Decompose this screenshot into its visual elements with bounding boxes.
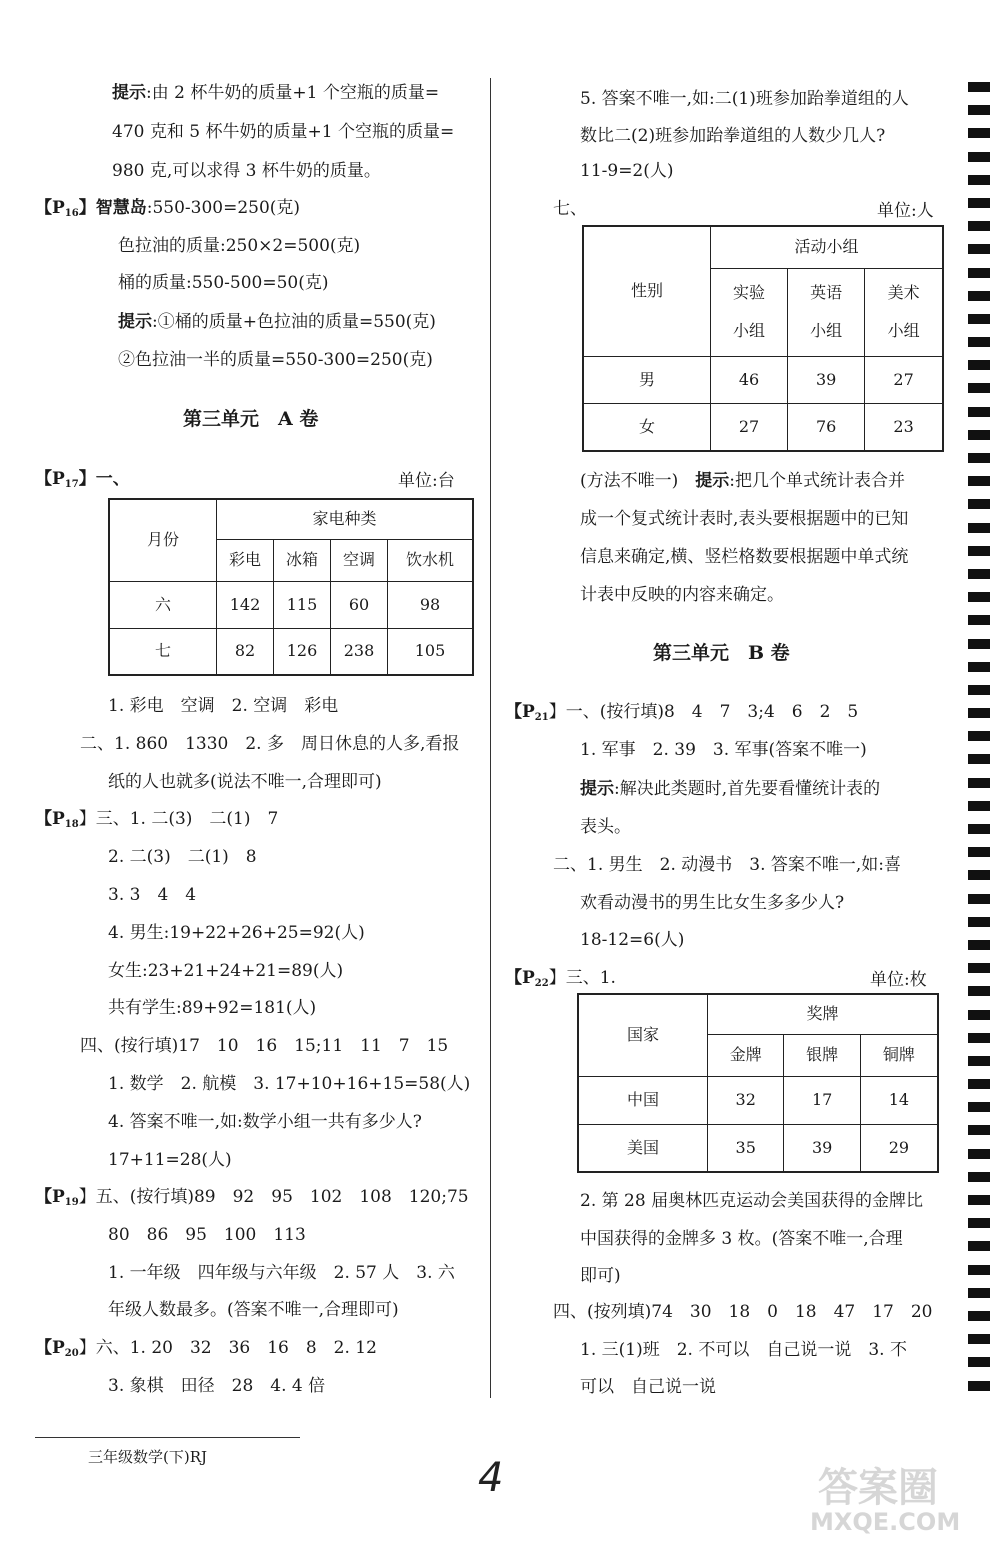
- edge-mark: [968, 128, 990, 138]
- edge-mark: [968, 639, 990, 649]
- method-note-4: 计表中反映的内容来确定。: [580, 585, 784, 605]
- header-col: 美术 小组: [865, 268, 943, 356]
- edge-mark: [968, 917, 990, 927]
- table-cell: 23: [865, 403, 943, 451]
- header-col: 空调: [331, 539, 388, 581]
- answer-d4: 年级人数最多。(答案不唯一,合理即可): [108, 1300, 399, 1320]
- edge-mark: [968, 1357, 990, 1367]
- header-activity-group: 活动小组: [711, 226, 944, 268]
- hint-line-2: 470 克和 5 杯牛奶的质量+1 个空瓶的质量=: [112, 122, 455, 142]
- edge-mark: [968, 1102, 990, 1112]
- edge-mark: [968, 268, 990, 278]
- answer-b5: 女生:23+21+24+21=89(人): [108, 961, 344, 981]
- edge-mark: [968, 221, 990, 231]
- table-row: [583, 403, 943, 451]
- answer-b4: 4. 男生:19+22+26+25=92(人): [108, 923, 365, 943]
- answer-d2: 80 86 95 100 113: [108, 1225, 306, 1245]
- answer-a2: 二、1. 860 1330 2. 多 周日休息的人多,看报: [80, 734, 460, 754]
- answer-b3: 3. 3 4 4: [108, 885, 197, 905]
- watermark-logo: 答案圈: [818, 1465, 938, 1511]
- p17-line: 【$P_{17}$】一、: [35, 469, 130, 490]
- edge-marks: [968, 82, 990, 1404]
- edge-mark: [968, 499, 990, 509]
- edge-mark: [968, 940, 990, 950]
- table-cell: 46: [711, 356, 788, 403]
- header-col: 英语 小组: [788, 268, 865, 356]
- answer-c4: 17+11=28(人): [108, 1150, 232, 1170]
- oil-mass: 色拉油的质量:250×2=500(克): [118, 236, 361, 256]
- question-seven: 七、: [553, 199, 587, 219]
- edge-mark: [968, 523, 990, 533]
- answer-i3: 可以 自己说一说: [580, 1377, 716, 1397]
- section-title-b: 第三单元 B 卷: [653, 642, 790, 664]
- medal-table: [577, 993, 939, 1173]
- edge-mark: [968, 105, 990, 115]
- edge-mark: [968, 198, 990, 208]
- table-cell: 27: [865, 356, 943, 403]
- p18-line: 【$P_{18}$】三、1. 二(3) 二(1) 7: [35, 809, 279, 830]
- appliance-table: [108, 498, 474, 676]
- page-number: 4: [478, 1455, 504, 1501]
- answer-r3: 11-9=2(人): [580, 161, 674, 181]
- answer-b6: 共有学生:89+92=181(人): [108, 998, 317, 1018]
- edge-mark: [968, 453, 990, 463]
- unit-tai: 单位:台: [398, 471, 455, 491]
- p20-line: 【$P_{20}$】六、1. 20 32 36 16 8 2. 12: [35, 1338, 377, 1359]
- header-country: 国家: [578, 994, 708, 1076]
- edge-mark: [968, 175, 990, 185]
- edge-mark: [968, 731, 990, 741]
- answer-c1: 四、(按行填)17 10 16 15;11 11 7 15: [80, 1036, 449, 1056]
- edge-mark: [968, 1265, 990, 1275]
- edge-mark: [968, 708, 990, 718]
- column-divider: [490, 78, 491, 1398]
- method-note-2: 成一个复式统计表时,表头要根据题中的已知: [580, 509, 909, 529]
- edge-mark: [968, 407, 990, 417]
- answer-c3: 4. 答案不唯一,如:数学小组一共有多少人?: [108, 1112, 422, 1132]
- table-cell: 39: [788, 356, 865, 403]
- hint-3: ②色拉油一半的质量=550-300=250(克): [118, 350, 433, 370]
- edge-mark: [968, 1195, 990, 1205]
- answer-f3: 表头。: [580, 817, 631, 837]
- table-cell: 126: [274, 628, 331, 675]
- edge-mark: [968, 1241, 990, 1251]
- answer-a3: 纸的人也就多(说法不唯一,合理即可): [108, 772, 382, 792]
- method-note-3: 信息来确定,横、竖栏格数要根据题中单式统: [580, 547, 909, 567]
- edge-mark: [968, 1381, 990, 1391]
- row-label: 美国: [578, 1124, 708, 1172]
- edge-mark: [968, 1079, 990, 1089]
- edge-mark: [968, 1125, 990, 1135]
- table-cell: 115: [274, 581, 331, 628]
- edge-mark: [968, 1172, 990, 1182]
- table-cell: 17: [784, 1076, 860, 1124]
- edge-mark: [968, 592, 990, 602]
- answer-i2: 1. 三(1)班 2. 不可以 自己说一说 3. 不: [580, 1340, 907, 1360]
- edge-mark: [968, 894, 990, 904]
- header-col: 金牌: [708, 1034, 784, 1076]
- header-appliance-kind: 家电种类: [217, 499, 474, 539]
- p22-line: 【$P_{22}$】三、1.: [505, 968, 616, 989]
- answer-e2: 3. 象棋 田径 28 4. 4 倍: [108, 1376, 326, 1396]
- edge-mark: [968, 615, 990, 625]
- table-row: [109, 628, 473, 675]
- table-cell: 82: [217, 628, 274, 675]
- table-row: [578, 1076, 938, 1124]
- header-col: 彩电: [217, 539, 274, 581]
- answer-h3: 即可): [580, 1266, 621, 1286]
- answer-d3: 1. 一年级 四年级与六年级 2. 57 人 3. 六: [108, 1263, 455, 1283]
- header-col: 铜牌: [860, 1034, 938, 1076]
- table-cell: 14: [860, 1076, 938, 1124]
- edge-mark: [968, 1010, 990, 1020]
- edge-mark: [968, 685, 990, 695]
- edge-mark: [968, 1033, 990, 1043]
- row-label: 中国: [578, 1076, 708, 1124]
- edge-mark: [968, 244, 990, 254]
- edge-mark: [968, 1056, 990, 1066]
- answer-g3: 18-12=6(人): [580, 930, 685, 950]
- header-col: 实验 小组: [711, 268, 788, 356]
- row-label: 女: [583, 403, 711, 451]
- hint-2: 提示:①桶的质量+色拉油的质量=550(克): [118, 312, 436, 332]
- row-label: 男: [583, 356, 711, 403]
- answer-i1: 四、(按列填)74 30 18 0 18 47 17 20: [553, 1302, 933, 1322]
- method-note-1: (方法不唯一) 提示:把几个单式统计表合并: [580, 471, 905, 491]
- answer-c2: 1. 数学 2. 航模 3. 17+10+16+15=58(人): [108, 1074, 471, 1094]
- edge-mark: [968, 778, 990, 788]
- table-cell: 39: [784, 1124, 860, 1172]
- bucket-mass: 桶的质量:550-500=50(克): [118, 273, 329, 293]
- edge-mark: [968, 1311, 990, 1321]
- edge-mark: [968, 430, 990, 440]
- edge-mark: [968, 569, 990, 579]
- footer-label: 三年级数学(下)RJ: [88, 1448, 208, 1466]
- edge-mark: [968, 847, 990, 857]
- watermark-url: MXQE.COM: [810, 1508, 961, 1536]
- answer-g1: 二、1. 男生 2. 动漫书 3. 答案不唯一,如:喜: [553, 855, 902, 875]
- answer-b2: 2. 二(3) 二(1) 8: [108, 847, 257, 867]
- table-row: [583, 356, 943, 403]
- edge-mark: [968, 754, 990, 764]
- unit-ren: 单位:人: [877, 201, 934, 221]
- section-title-a: 第三单元 A 卷: [183, 408, 319, 430]
- hint-line-1: 提示:由 2 杯牛奶的质量+1 个空瓶的质量=: [112, 83, 440, 103]
- edge-mark: [968, 1218, 990, 1228]
- answer-r2: 数比二(2)班参加跆拳道组的人数少几人?: [580, 126, 886, 146]
- header-gender: 性别: [583, 226, 711, 356]
- header-medal: 奖牌: [708, 994, 939, 1034]
- header-month: 月份: [109, 499, 217, 581]
- edge-mark: [968, 314, 990, 324]
- table-cell: 76: [788, 403, 865, 451]
- p21-line: 【$P_{21}$】一、(按行填)8 4 7 3;4 6 2 5: [505, 702, 859, 723]
- edge-mark: [968, 546, 990, 556]
- edge-mark: [968, 1149, 990, 1159]
- footer-rule: [35, 1437, 300, 1438]
- table-cell: 27: [711, 403, 788, 451]
- table-cell: 29: [860, 1124, 938, 1172]
- table-cell: 35: [708, 1124, 784, 1172]
- activity-group-table: [582, 225, 944, 452]
- edge-mark: [968, 1334, 990, 1344]
- table-cell: 238: [331, 628, 388, 675]
- unit-mei: 单位:枚: [870, 970, 927, 990]
- edge-mark: [968, 870, 990, 880]
- header-col: 饮水机: [388, 539, 474, 581]
- answer-h1: 2. 第 28 届奥林匹克运动会美国获得的金牌比: [580, 1191, 924, 1211]
- answer-r1: 5. 答案不唯一,如:二(1)班参加跆拳道组的人: [580, 89, 909, 109]
- edge-mark: [968, 152, 990, 162]
- table-row: [578, 1124, 938, 1172]
- table-cell: 32: [708, 1076, 784, 1124]
- answer-f2: 提示:解决此类题时,首先要看懂统计表的: [580, 779, 881, 799]
- edge-mark: [968, 1288, 990, 1298]
- table-cell: 60: [331, 581, 388, 628]
- edge-mark: [968, 476, 990, 486]
- table-row: [109, 581, 473, 628]
- answer-h2: 中国获得的金牌多 3 枚。(答案不唯一,合理: [580, 1229, 903, 1249]
- edge-mark: [968, 383, 990, 393]
- row-label: 六: [109, 581, 217, 628]
- header-col: 冰箱: [274, 539, 331, 581]
- edge-mark: [968, 360, 990, 370]
- p19-line: 【$P_{19}$】五、(按行填)89 92 95 102 108 120;75: [35, 1187, 469, 1208]
- edge-mark: [968, 662, 990, 672]
- edge-mark: [968, 82, 990, 92]
- answer-f1: 1. 军事 2. 39 3. 军事(答案不唯一): [580, 740, 867, 760]
- edge-mark: [968, 337, 990, 347]
- hint-line-3: 980 克,可以求得 3 杯牛奶的质量。: [112, 161, 381, 181]
- table-cell: 98: [388, 581, 474, 628]
- p16-line: 【$P_{16}$】智慧岛:550-300=250(克): [35, 198, 301, 219]
- table-cell: 105: [388, 628, 474, 675]
- header-col: 银牌: [784, 1034, 860, 1076]
- answer-a1: 1. 彩电 空调 2. 空调 彩电: [108, 696, 339, 716]
- answer-g2: 欢看动漫书的男生比女生多多少人?: [580, 893, 845, 913]
- edge-mark: [968, 291, 990, 301]
- edge-mark: [968, 801, 990, 811]
- table-cell: 142: [217, 581, 274, 628]
- edge-mark: [968, 986, 990, 996]
- edge-mark: [968, 824, 990, 834]
- edge-mark: [968, 963, 990, 973]
- row-label: 七: [109, 628, 217, 675]
